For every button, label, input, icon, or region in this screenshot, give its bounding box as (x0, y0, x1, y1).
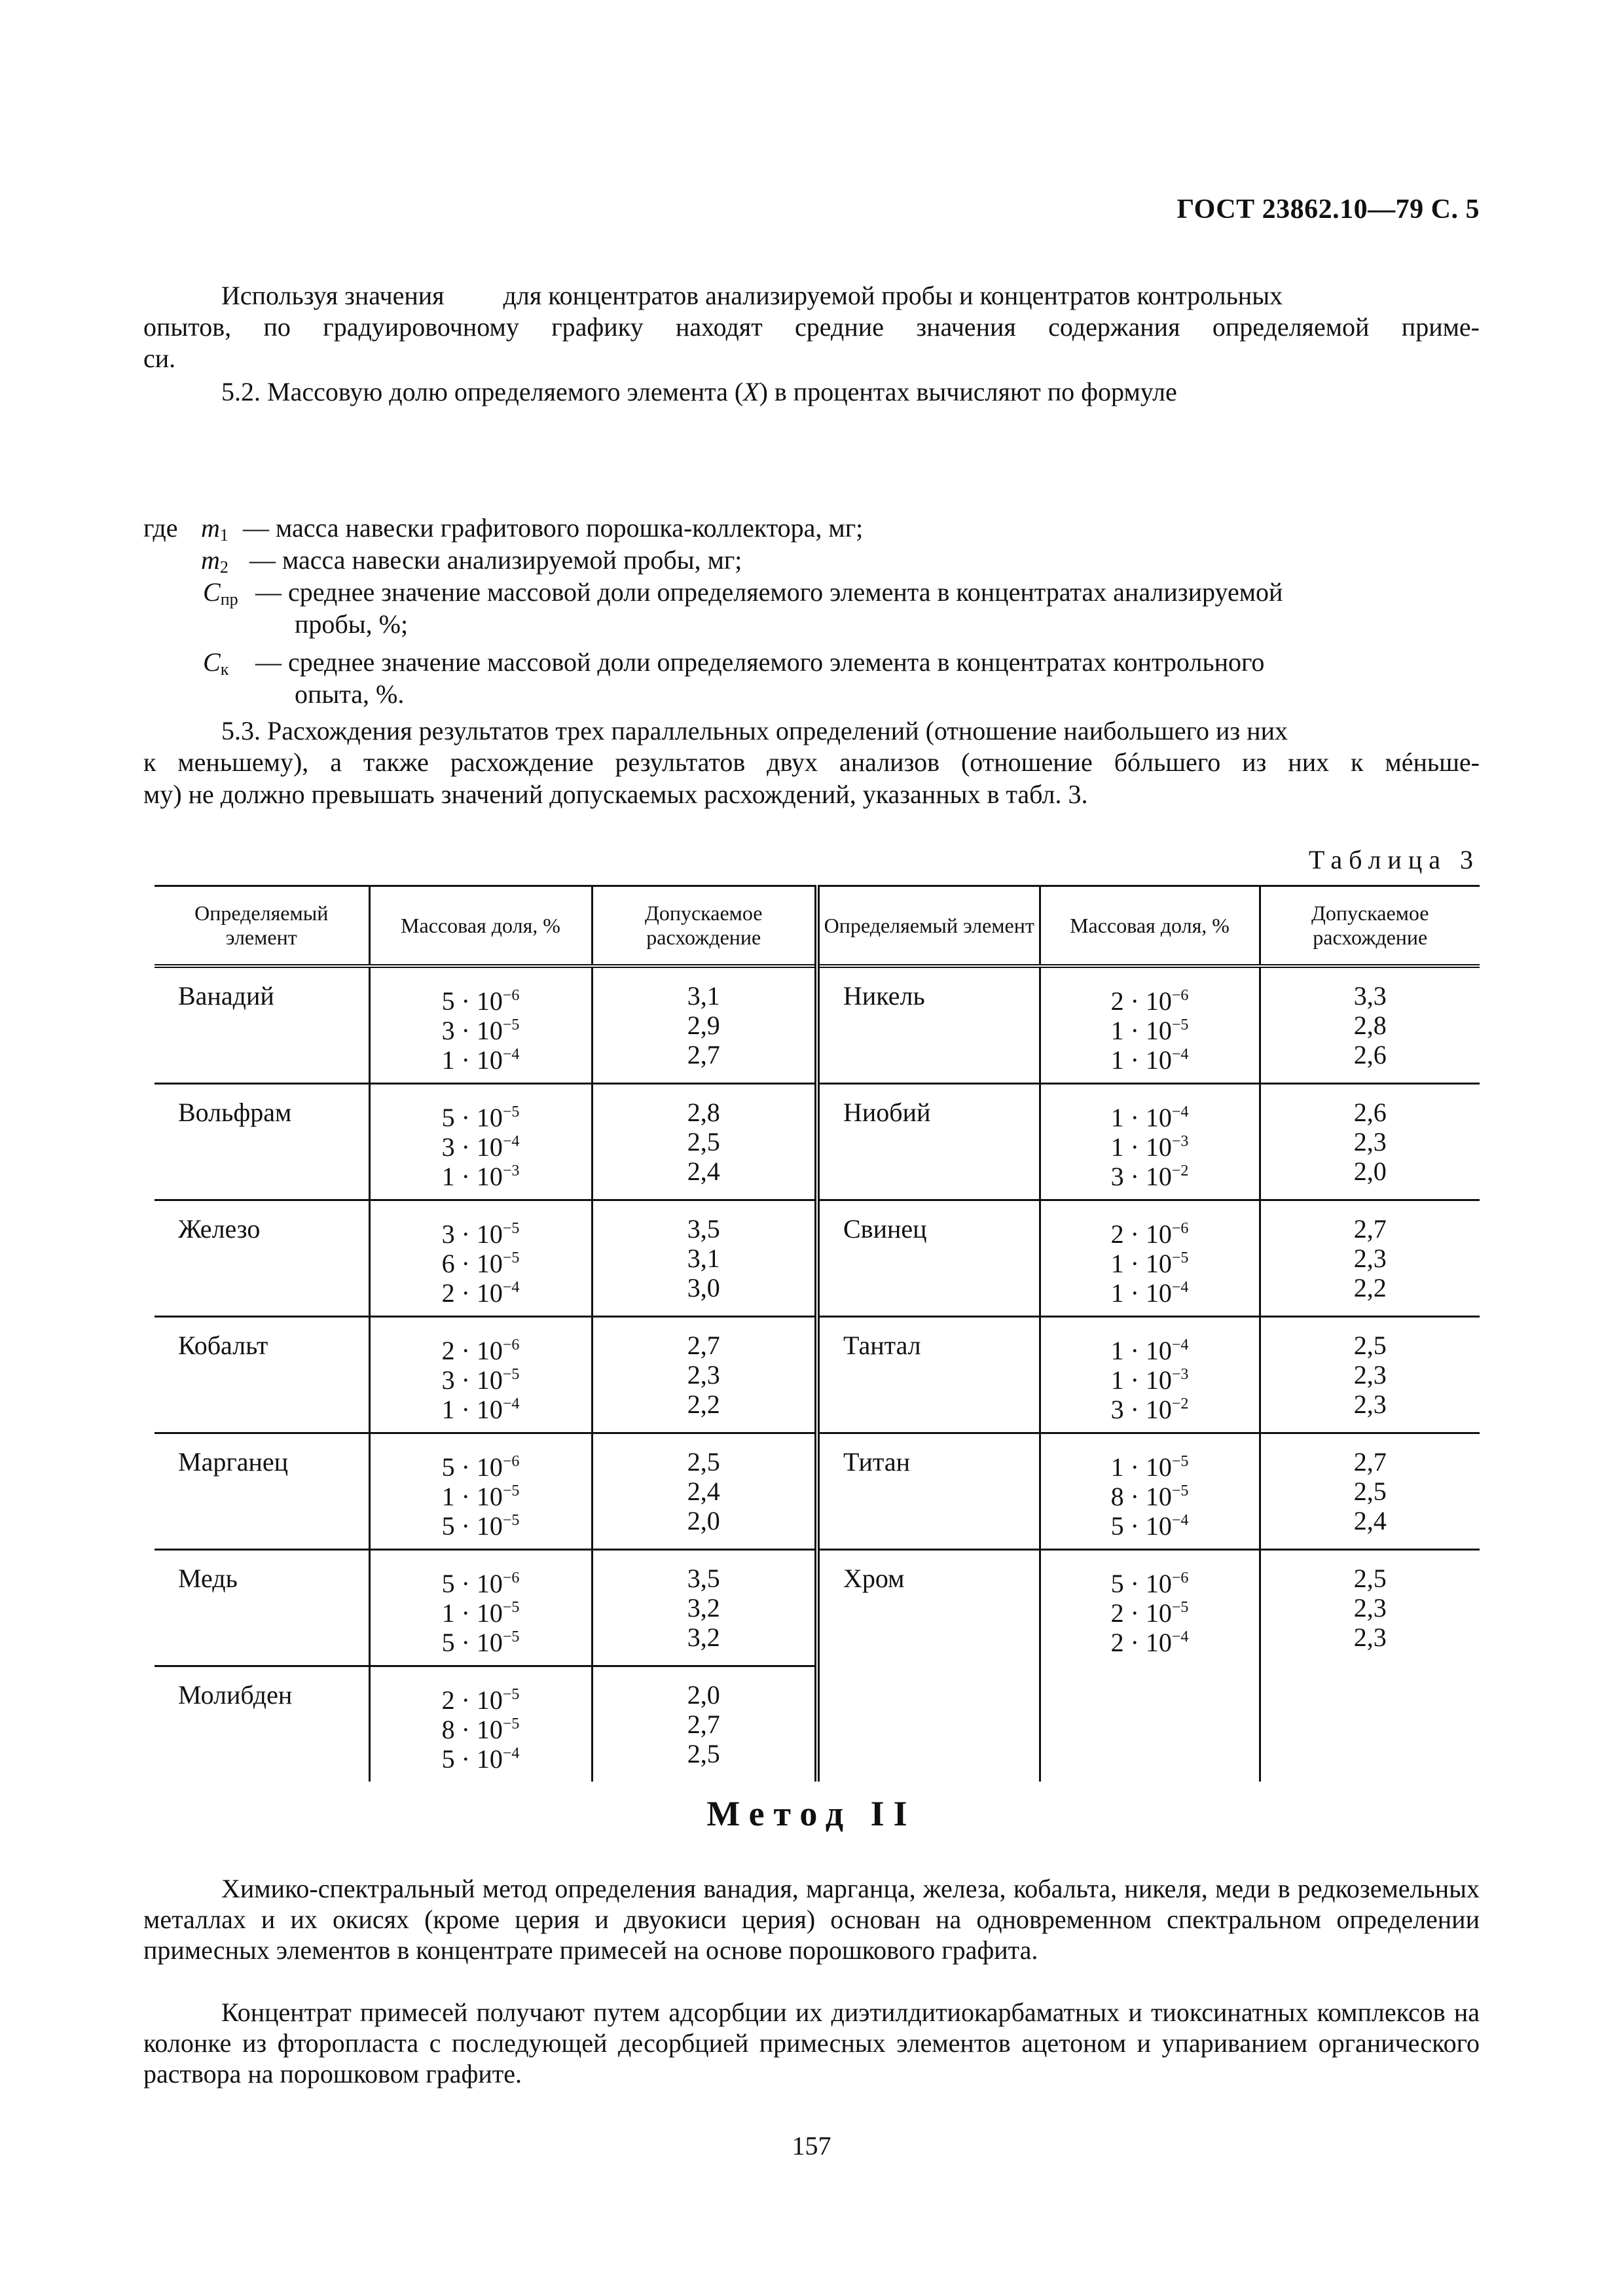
mass-fraction-value (1041, 1273, 1259, 1308)
tolerance-cell (1260, 1317, 1480, 1433)
mass-exponent: −5 (502, 1715, 520, 1732)
tolerance-number: 2,0 (1353, 1157, 1387, 1186)
tolerance-value (593, 1477, 815, 1506)
method-paragraph-1: Химико-спектральный метод определения ванадия, марганца, железа, кобальта, никеля, меди в редкоземельных металлах и их окисях (кроме церия и двуокиси церия) основан на одновременном спектральном определении примесных элементов в концентрате примесей на основе порошкового графита. (143, 1874, 1480, 1965)
section-5-2-prefix: 5.2. Массовую долю определяемого элемента ( (221, 377, 744, 406)
mass-base: 5 · 10 (1110, 1511, 1172, 1541)
mass-fraction-value (371, 1739, 591, 1774)
mass-fraction-value (371, 1710, 591, 1744)
tolerance-cell (592, 1550, 817, 1666)
legend-symbol: C (203, 577, 221, 607)
table-header-row (155, 886, 1480, 967)
mass-base: 8 · 10 (441, 1715, 503, 1744)
mass-fraction-value (1041, 1477, 1259, 1511)
mass-fraction-value (371, 1127, 591, 1162)
mass-base: 1 · 10 (1110, 1452, 1172, 1482)
mass-exponent: −5 (502, 1686, 520, 1703)
element-name-left: Марганец (155, 1433, 369, 1550)
tolerance-value (1261, 1360, 1480, 1390)
tolerance-number: 2,5 (1353, 1331, 1387, 1360)
tolerance-value (1261, 1390, 1480, 1419)
table-row (155, 1200, 1480, 1317)
mass-base: 1 · 10 (1110, 1365, 1172, 1395)
mass-exponent: −5 (502, 1016, 520, 1033)
tolerance-value (593, 1273, 815, 1302)
mass-exponent: −4 (502, 1046, 520, 1063)
tolerance-number: 2,5 (1353, 1564, 1387, 1593)
tolerance-number: 2,3 (1353, 1593, 1387, 1623)
legend-text: — масса навески графитового порошка-коллектора, мг; (243, 513, 864, 543)
mass-fraction-cell (369, 966, 592, 1084)
tolerance-number: 2,5 (1353, 1477, 1387, 1506)
mass-fraction-value (1041, 1390, 1259, 1424)
tolerance-cell (1260, 1666, 1480, 1782)
mass-fraction-value (371, 1390, 591, 1424)
tolerance-value (593, 1214, 815, 1244)
mass-exponent: −5 (1171, 1599, 1189, 1616)
mass-base: 5 · 10 (441, 1452, 503, 1482)
tolerance-value (1261, 1011, 1480, 1040)
tolerance-value (1261, 1157, 1480, 1186)
mass-exponent: −6 (502, 1453, 520, 1470)
mass-base: 3 · 10 (1110, 1395, 1172, 1424)
legend-symbol: m (201, 513, 220, 543)
mass-fraction-value (371, 1623, 591, 1657)
mass-exponent: −6 (1171, 987, 1189, 1004)
mass-exponent: −5 (1171, 1016, 1189, 1033)
tolerance-value (1261, 1040, 1480, 1069)
mass-fraction-value (371, 1157, 591, 1191)
mass-base: 5 · 10 (441, 1103, 503, 1132)
tolerance-number: 2,6 (1353, 1040, 1387, 1069)
element-name-left: Железо (155, 1200, 369, 1317)
mass-fraction-cell (369, 1666, 592, 1782)
mass-base: 8 · 10 (1110, 1482, 1172, 1511)
mass-base: 3 · 10 (441, 1219, 503, 1249)
mass-exponent: −6 (502, 1570, 520, 1587)
mass-base: 2 · 10 (1110, 1628, 1172, 1657)
legend-subscript: пр (220, 590, 238, 609)
document-code-header: ГОСТ 23862.10—79 С. 5 (1176, 194, 1480, 224)
section-5-3-line-3: му) не должно превышать значений допускаемых расхождений, указанных в табл. 3. (143, 780, 1088, 809)
tolerance-cell (1260, 1084, 1480, 1200)
mass-exponent: −2 (1171, 1162, 1189, 1179)
table-row (155, 1317, 1480, 1433)
legend-text: — масса навески анализируемой пробы, мг; (249, 545, 742, 575)
mass-base: 2 · 10 (1110, 1219, 1172, 1249)
mass-base: 5 · 10 (441, 986, 503, 1016)
tolerance-number: 2,8 (1353, 1011, 1387, 1040)
tolerance-number: 2,2 (687, 1390, 720, 1419)
element-name-right: Тантал (817, 1317, 1040, 1433)
intro-line-1 (221, 280, 1480, 311)
tolerance-cell (1260, 966, 1480, 1084)
mass-base: 5 · 10 (441, 1511, 503, 1541)
tolerance-cell (592, 1433, 817, 1550)
table-row (155, 1084, 1480, 1200)
tolerance-number: 2,3 (1353, 1390, 1387, 1419)
mass-exponent: −5 (502, 1512, 520, 1529)
mass-exponent: −6 (502, 987, 520, 1004)
legend-item-cpr-cont: пробы, %; (295, 609, 409, 639)
mass-fraction-cell (1040, 1084, 1260, 1200)
tolerance-cell (1260, 1200, 1480, 1317)
intro-line-1-b: для концентратов анализируемой пробы и концентратов контрольных (503, 281, 1283, 310)
tolerance-value (593, 1098, 815, 1127)
tolerance-value (593, 1127, 815, 1157)
mass-exponent: −5 (502, 1366, 520, 1383)
mass-base: 5 · 10 (441, 1744, 503, 1774)
legend-where (143, 512, 178, 543)
legend-text: — среднее значение массовой доли определяемого элемента в концентратах анализируемой (255, 577, 1283, 607)
mass-base: 3 · 10 (441, 1016, 503, 1045)
mass-fraction-value (371, 1447, 591, 1482)
mass-fraction-value (371, 1098, 591, 1132)
tolerance-value (1261, 1331, 1480, 1360)
tolerance-value (593, 1506, 815, 1535)
mass-exponent: −2 (1171, 1395, 1189, 1412)
tolerance-value (1261, 1564, 1480, 1593)
legend-symbol: m (201, 545, 220, 575)
tolerance-value (1261, 1477, 1480, 1506)
mass-fraction-cell (369, 1550, 592, 1666)
tolerance-number: 2,7 (687, 1331, 720, 1360)
tolerance-number: 2,4 (687, 1477, 720, 1506)
element-name-right: Хром (817, 1550, 1040, 1666)
mass-fraction-value (1041, 1564, 1259, 1598)
tolerance-value (593, 981, 815, 1011)
mass-exponent: −3 (1171, 1366, 1189, 1383)
tolerance-number: 2,5 (687, 1127, 720, 1157)
element-name-left: Ванадий (178, 981, 274, 1011)
mass-fraction-value (1041, 1331, 1259, 1365)
section-5-2-var: X (743, 377, 759, 406)
mass-base: 1 · 10 (1110, 1132, 1172, 1162)
mass-exponent: −5 (1171, 1249, 1189, 1266)
mass-exponent: −4 (502, 1279, 520, 1296)
tolerance-value (593, 1447, 815, 1477)
mass-exponent: −5 (502, 1249, 520, 1266)
mass-base: 2 · 10 (441, 1278, 503, 1308)
element-name-right (817, 1666, 1040, 1782)
tolerance-number: 3,3 (1353, 981, 1387, 1011)
mass-base: 2 · 10 (1110, 1598, 1172, 1628)
legend-where-word: где (143, 513, 178, 543)
mass-exponent: −4 (502, 1133, 520, 1150)
intro-line-3: си. (143, 344, 176, 373)
element-name-left: Вольфрам (155, 1084, 369, 1200)
legend-text: — среднее значение массовой доли определяемого элемента в концентратах контрольного (255, 647, 1265, 677)
mass-fraction-value (1041, 1593, 1259, 1628)
mass-exponent: −6 (1171, 1570, 1189, 1587)
mass-exponent: −4 (1171, 1336, 1189, 1354)
method-title: Метод II (706, 1794, 917, 1833)
tolerance-number: 2,0 (687, 1680, 720, 1710)
mass-exponent: −4 (1171, 1279, 1189, 1296)
tolerance-number: 2,2 (1353, 1273, 1387, 1302)
tolerance-cell (592, 1084, 817, 1200)
header-tolerance-right: Допускаемое расхождение (1260, 886, 1480, 967)
mass-exponent: −5 (502, 1482, 520, 1499)
mass-fraction-value (1041, 1011, 1259, 1045)
section-5-2 (221, 376, 1480, 407)
header-tolerance-left: Допускаемое расхождение (592, 886, 817, 967)
tolerance-number: 2,0 (687, 1506, 720, 1535)
mass-fraction-value (1041, 1623, 1259, 1657)
tolerance-cell (1260, 1433, 1480, 1550)
mass-exponent: −3 (502, 1162, 520, 1179)
mass-fraction-value (1041, 1040, 1259, 1075)
legend-subscript: 1 (219, 526, 228, 545)
mass-fraction-value (371, 1244, 591, 1278)
mass-fraction-cell (1040, 1317, 1260, 1433)
header-element-left: Определяемый элемент (155, 886, 369, 967)
mass-fraction-value (371, 1477, 591, 1511)
tolerance-number: 2,7 (687, 1040, 720, 1069)
mass-exponent: −4 (502, 1395, 520, 1412)
tolerance-number: 2,3 (1353, 1623, 1387, 1652)
mass-fraction-value (1041, 1244, 1259, 1278)
tolerance-value (1261, 1127, 1480, 1157)
mass-exponent: −4 (1171, 1046, 1189, 1063)
header-element-right: Определяемый элемент (817, 886, 1040, 967)
tolerance-value (1261, 1593, 1480, 1623)
element-name-left: Кобальт (155, 1317, 369, 1433)
tolerance-value (593, 1710, 815, 1739)
mass-fraction-value (371, 1506, 591, 1541)
tolerance-number: 2,5 (687, 1739, 720, 1768)
tolerance-value (1261, 1506, 1480, 1535)
table-row (155, 1666, 1480, 1782)
mass-fraction-cell (1040, 1550, 1260, 1666)
mass-base: 1 · 10 (441, 1395, 503, 1424)
table-row (155, 966, 1480, 1084)
tolerance-value (593, 1593, 815, 1623)
tolerance-value (593, 1157, 815, 1186)
element-name-left: Медь (155, 1550, 369, 1666)
mass-exponent: −5 (502, 1599, 520, 1616)
mass-fraction-cell (1040, 1433, 1260, 1550)
tolerance-number: 2,4 (1353, 1506, 1387, 1535)
tolerance-number: 2,4 (687, 1157, 720, 1186)
mass-exponent: −4 (1171, 1628, 1189, 1645)
mass-fraction-value (371, 1331, 591, 1365)
mass-exponent: −4 (1171, 1103, 1189, 1121)
tolerance-value (593, 1623, 815, 1652)
mass-base: 2 · 10 (1110, 986, 1172, 1016)
mass-fraction-value (1041, 1360, 1259, 1395)
mass-fraction-cell (1040, 966, 1260, 1084)
mass-base: 1 · 10 (441, 1598, 503, 1628)
tolerance-number: 2,7 (687, 1710, 720, 1739)
tolerance-value (1261, 1098, 1480, 1127)
mass-base: 1 · 10 (441, 1045, 503, 1075)
mass-fraction-value (371, 1680, 591, 1715)
mass-base: 5 · 10 (441, 1628, 503, 1657)
tolerance-cell (592, 1666, 817, 1782)
legend-subscript: 2 (219, 558, 228, 577)
tolerance-number: 3,2 (687, 1593, 720, 1623)
mass-exponent: −5 (1171, 1453, 1189, 1470)
tolerance-number: 2,7 (1353, 1214, 1387, 1244)
mass-base: 3 · 10 (441, 1132, 503, 1162)
mass-fraction-value (371, 1593, 591, 1628)
tolerance-number: 2,7 (1353, 1447, 1387, 1477)
header-mass-right: Массовая доля, % (1040, 886, 1260, 967)
mass-base: 1 · 10 (441, 1482, 503, 1511)
tolerance-cell (592, 966, 817, 1084)
mass-fraction-value (371, 981, 591, 1016)
mass-fraction-value (371, 1214, 591, 1249)
mass-fraction-value (371, 1360, 591, 1395)
tolerance-value (1261, 1273, 1480, 1302)
mass-fraction-value (1041, 1447, 1259, 1482)
mass-exponent: −5 (502, 1628, 520, 1645)
mass-exponent: −5 (1171, 1482, 1189, 1499)
tolerance-value (593, 1244, 815, 1273)
tolerance-value (593, 1040, 815, 1069)
table-caption: Таблица 3 (1308, 845, 1480, 874)
mass-fraction-value (371, 1011, 591, 1045)
tolerance-number: 2,8 (687, 1098, 720, 1127)
mass-exponent: −5 (502, 1220, 520, 1237)
mass-base: 1 · 10 (1110, 1278, 1172, 1308)
mass-base: 1 · 10 (1110, 1045, 1172, 1075)
tolerance-number: 3,5 (687, 1214, 720, 1244)
intro-line-2: опытов, по градуировочному графику находят средние значения содержания определяемой приме- (143, 312, 1480, 342)
table-row (155, 1433, 1480, 1550)
tolerance-cell (592, 1200, 817, 1317)
table-row (155, 1550, 1480, 1666)
element-name-right: Титан (817, 1433, 1040, 1550)
tolerance-value (593, 1739, 815, 1768)
tolerance-value (593, 1011, 815, 1040)
tolerance-number: 2,9 (687, 1011, 720, 1040)
tolerance-value (1261, 981, 1480, 1011)
section-5-3-line-1: 5.3. Расхождения результатов трех параллельных определений (отношение наибольшего из них (221, 716, 1288, 745)
mass-fraction-cell (1040, 1666, 1260, 1782)
page-number: 157 (792, 2131, 831, 2161)
intro-line-1-a: Используя значения (221, 281, 445, 310)
mass-fraction-cell (369, 1433, 592, 1550)
mass-fraction-cell (369, 1084, 592, 1200)
mass-exponent: −4 (502, 1745, 520, 1762)
tolerance-number: 3,0 (687, 1273, 720, 1302)
tolerance-value (593, 1390, 815, 1419)
mass-fraction-cell (369, 1200, 592, 1317)
tolerance-value (1261, 1447, 1480, 1477)
tolerance-number: 3,2 (687, 1623, 720, 1652)
legend-item-ck-cont: опыта, %. (295, 679, 405, 709)
tolerance-number: 2,3 (1353, 1360, 1387, 1390)
mass-base: 5 · 10 (1110, 1569, 1172, 1598)
tolerance-value (1261, 1623, 1480, 1652)
mass-fraction-cell (1040, 1200, 1260, 1317)
mass-exponent: −6 (1171, 1220, 1189, 1237)
tolerance-number: 2,5 (687, 1447, 720, 1477)
tolerance-number: 2,3 (1353, 1127, 1387, 1157)
header-mass-left: Массовая доля, % (369, 886, 592, 967)
mass-fraction-value (1041, 1157, 1259, 1191)
tolerance-value (1261, 1214, 1480, 1244)
table-body (155, 966, 1480, 1782)
mass-fraction-value (1041, 1506, 1259, 1541)
element-name-right: Свинец (817, 1200, 1040, 1317)
mass-base: 1 · 10 (1110, 1336, 1172, 1365)
tolerance-number: 3,1 (687, 1244, 720, 1273)
tolerance-value (593, 1564, 815, 1593)
mass-fraction-value (371, 1040, 591, 1075)
tolerance-number: 2,3 (1353, 1244, 1387, 1273)
mass-exponent: −5 (502, 1103, 520, 1121)
mass-base: 1 · 10 (1110, 1016, 1172, 1045)
element-name-left: Молибден (155, 1666, 369, 1782)
table-3 (155, 885, 1480, 1782)
section-5-2-suffix: ) в процентах вычисляют по формуле (759, 377, 1177, 406)
mass-fraction-value (1041, 1127, 1259, 1162)
mass-base: 1 · 10 (1110, 1249, 1172, 1278)
mass-fraction-value (1041, 1098, 1259, 1132)
tolerance-value (593, 1680, 815, 1710)
element-name-right: Никель (817, 966, 1040, 1084)
legend-subscript: к (220, 660, 229, 679)
tolerance-value (1261, 1244, 1480, 1273)
tolerance-number: 2,3 (687, 1360, 720, 1390)
mass-base: 2 · 10 (441, 1685, 503, 1715)
mass-exponent: −3 (1171, 1133, 1189, 1150)
mass-exponent: −6 (502, 1336, 520, 1354)
element-name-right: Ниобий (817, 1084, 1040, 1200)
tolerance-number: 3,1 (687, 981, 720, 1011)
tolerance-cell (1260, 1550, 1480, 1666)
mass-base: 6 · 10 (441, 1249, 503, 1278)
tolerance-value (593, 1360, 815, 1390)
mass-exponent: −4 (1171, 1512, 1189, 1529)
mass-base: 1 · 10 (1110, 1103, 1172, 1132)
tolerance-cell (592, 1317, 817, 1433)
section-5-3-line-2: к меньшему), а также расхождение результатов двух анализов (отношение бóльшего из них к мéньше- (143, 747, 1480, 777)
mass-fraction-value (371, 1273, 591, 1308)
method-paragraph-2: Концентрат примесей получают путем адсорбции их диэтилдитиокарбаматных и тиоксинатных комплексов на колонке из фторопласта с последующей десорбцией примесных элементов ацетоном и упариванием органического раствора на порошковом графите. (143, 1998, 1480, 2089)
mass-base: 3 · 10 (1110, 1162, 1172, 1191)
mass-fraction-cell (369, 1317, 592, 1433)
tolerance-number: 3,5 (687, 1564, 720, 1593)
tolerance-value (593, 1331, 815, 1360)
mass-base: 5 · 10 (441, 1569, 503, 1598)
mass-fraction-value (371, 1564, 591, 1598)
mass-fraction-value (1041, 981, 1259, 1016)
legend-symbol: C (203, 647, 221, 677)
mass-base: 3 · 10 (441, 1365, 503, 1395)
tolerance-number: 2,6 (1353, 1098, 1387, 1127)
mass-fraction-value (1041, 1214, 1259, 1249)
mass-base: 2 · 10 (441, 1336, 503, 1365)
mass-base: 1 · 10 (441, 1162, 503, 1191)
